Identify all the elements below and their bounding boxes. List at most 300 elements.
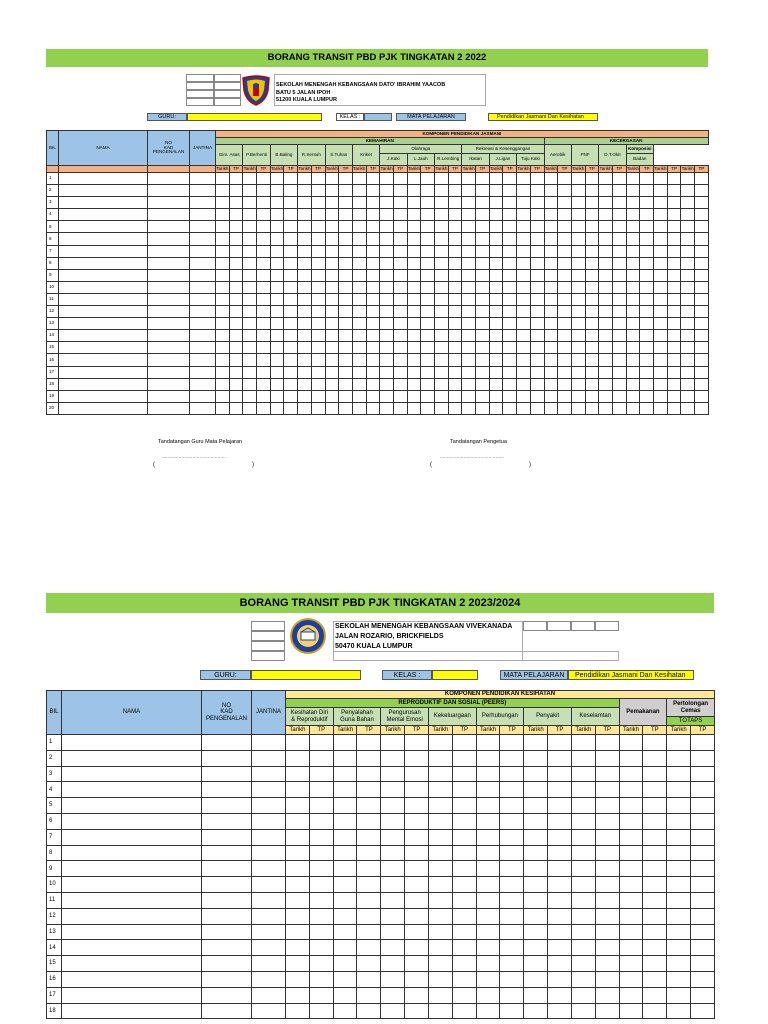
data-cell[interactable] bbox=[366, 245, 380, 257]
data-cell[interactable] bbox=[585, 318, 599, 330]
data-cell[interactable] bbox=[691, 813, 715, 829]
data-cell[interactable] bbox=[333, 750, 357, 766]
data-cell[interactable] bbox=[59, 185, 148, 197]
data-cell[interactable] bbox=[654, 233, 668, 245]
data-cell[interactable] bbox=[257, 221, 271, 233]
data-cell[interactable] bbox=[421, 233, 435, 245]
data-cell[interactable] bbox=[435, 318, 449, 330]
data-cell[interactable] bbox=[148, 402, 190, 414]
data-cell[interactable] bbox=[558, 173, 572, 185]
data-cell[interactable] bbox=[407, 318, 421, 330]
data-cell[interactable] bbox=[298, 245, 312, 257]
data-cell[interactable] bbox=[558, 318, 572, 330]
data-cell[interactable] bbox=[333, 845, 357, 861]
data-cell[interactable] bbox=[544, 293, 558, 305]
data-cell[interactable] bbox=[667, 766, 691, 782]
data-cell[interactable] bbox=[667, 1003, 691, 1019]
data-cell[interactable] bbox=[62, 750, 202, 766]
data-cell[interactable] bbox=[599, 245, 613, 257]
data-cell[interactable] bbox=[452, 813, 476, 829]
data-cell[interactable] bbox=[530, 390, 544, 402]
data-cell[interactable] bbox=[640, 306, 654, 318]
data-cell[interactable] bbox=[585, 173, 599, 185]
data-cell[interactable] bbox=[284, 281, 298, 293]
data-cell[interactable] bbox=[257, 173, 271, 185]
data-cell[interactable] bbox=[619, 750, 643, 766]
data-cell[interactable] bbox=[452, 845, 476, 861]
data-cell[interactable] bbox=[366, 173, 380, 185]
data-cell[interactable] bbox=[476, 233, 490, 245]
data-cell[interactable] bbox=[619, 861, 643, 877]
data-cell[interactable] bbox=[311, 402, 325, 414]
data-cell[interactable] bbox=[571, 971, 595, 987]
data-cell[interactable] bbox=[503, 197, 517, 209]
data-cell[interactable] bbox=[366, 269, 380, 281]
data-cell[interactable] bbox=[544, 366, 558, 378]
data-cell[interactable] bbox=[270, 221, 284, 233]
data-cell[interactable] bbox=[695, 330, 709, 342]
data-cell[interactable] bbox=[190, 330, 216, 342]
data-cell[interactable] bbox=[252, 924, 286, 940]
data-cell[interactable] bbox=[407, 402, 421, 414]
data-cell[interactable] bbox=[695, 306, 709, 318]
data-cell[interactable] bbox=[548, 956, 572, 972]
form2-guru-input[interactable] bbox=[251, 670, 361, 680]
data-cell[interactable] bbox=[489, 269, 503, 281]
data-cell[interactable] bbox=[216, 209, 230, 221]
data-cell[interactable] bbox=[428, 892, 452, 908]
data-cell[interactable] bbox=[352, 402, 366, 414]
data-cell[interactable] bbox=[681, 306, 695, 318]
data-cell[interactable] bbox=[667, 173, 681, 185]
data-cell[interactable] bbox=[298, 354, 312, 366]
data-cell[interactable] bbox=[571, 330, 585, 342]
data-cell[interactable] bbox=[333, 908, 357, 924]
data-cell[interactable] bbox=[62, 845, 202, 861]
data-cell[interactable] bbox=[530, 354, 544, 366]
data-cell[interactable] bbox=[654, 257, 668, 269]
data-cell[interactable] bbox=[517, 330, 531, 342]
data-cell[interactable] bbox=[595, 971, 619, 987]
data-cell[interactable] bbox=[407, 233, 421, 245]
data-cell[interactable] bbox=[62, 987, 202, 1003]
data-cell[interactable] bbox=[252, 956, 286, 972]
data-cell[interactable] bbox=[366, 306, 380, 318]
data-cell[interactable] bbox=[654, 209, 668, 221]
data-cell[interactable] bbox=[691, 892, 715, 908]
data-cell[interactable] bbox=[476, 197, 490, 209]
data-cell[interactable] bbox=[643, 829, 667, 845]
data-cell[interactable] bbox=[435, 330, 449, 342]
data-cell[interactable] bbox=[252, 877, 286, 893]
data-cell[interactable] bbox=[380, 173, 394, 185]
data-cell[interactable] bbox=[407, 221, 421, 233]
data-cell[interactable] bbox=[380, 185, 394, 197]
data-cell[interactable] bbox=[352, 306, 366, 318]
data-cell[interactable] bbox=[393, 354, 407, 366]
data-cell[interactable] bbox=[612, 390, 626, 402]
data-cell[interactable] bbox=[448, 330, 462, 342]
data-cell[interactable] bbox=[681, 354, 695, 366]
data-cell[interactable] bbox=[381, 829, 405, 845]
data-cell[interactable] bbox=[489, 245, 503, 257]
data-cell[interactable] bbox=[448, 233, 462, 245]
data-cell[interactable] bbox=[229, 354, 243, 366]
data-cell[interactable] bbox=[476, 221, 490, 233]
data-cell[interactable] bbox=[476, 861, 500, 877]
data-cell[interactable] bbox=[366, 342, 380, 354]
data-cell[interactable] bbox=[393, 342, 407, 354]
data-cell[interactable] bbox=[524, 829, 548, 845]
data-cell[interactable] bbox=[489, 330, 503, 342]
data-cell[interactable] bbox=[428, 908, 452, 924]
data-cell[interactable] bbox=[270, 173, 284, 185]
data-cell[interactable] bbox=[517, 281, 531, 293]
data-cell[interactable] bbox=[544, 378, 558, 390]
data-cell[interactable] bbox=[252, 829, 286, 845]
data-cell[interactable] bbox=[558, 197, 572, 209]
data-cell[interactable] bbox=[366, 318, 380, 330]
data-cell[interactable] bbox=[448, 245, 462, 257]
data-cell[interactable] bbox=[500, 813, 524, 829]
data-cell[interactable] bbox=[216, 402, 230, 414]
data-cell[interactable] bbox=[339, 330, 353, 342]
data-cell[interactable] bbox=[524, 766, 548, 782]
data-cell[interactable] bbox=[257, 185, 271, 197]
data-cell[interactable] bbox=[190, 269, 216, 281]
data-cell[interactable] bbox=[524, 782, 548, 798]
data-cell[interactable] bbox=[667, 750, 691, 766]
data-cell[interactable] bbox=[524, 750, 548, 766]
data-cell[interactable] bbox=[626, 257, 640, 269]
data-cell[interactable] bbox=[667, 956, 691, 972]
data-cell[interactable] bbox=[667, 306, 681, 318]
data-cell[interactable] bbox=[524, 861, 548, 877]
data-cell[interactable] bbox=[59, 318, 148, 330]
data-cell[interactable] bbox=[489, 293, 503, 305]
data-cell[interactable] bbox=[229, 306, 243, 318]
data-cell[interactable] bbox=[558, 281, 572, 293]
data-cell[interactable] bbox=[612, 342, 626, 354]
data-cell[interactable] bbox=[257, 342, 271, 354]
data-cell[interactable] bbox=[462, 318, 476, 330]
data-cell[interactable] bbox=[366, 281, 380, 293]
data-cell[interactable] bbox=[62, 924, 202, 940]
data-cell[interactable] bbox=[500, 829, 524, 845]
data-cell[interactable] bbox=[286, 782, 310, 798]
data-cell[interactable] bbox=[339, 366, 353, 378]
data-cell[interactable] bbox=[357, 956, 381, 972]
data-cell[interactable] bbox=[599, 221, 613, 233]
data-cell[interactable] bbox=[366, 233, 380, 245]
data-cell[interactable] bbox=[585, 221, 599, 233]
data-cell[interactable] bbox=[462, 390, 476, 402]
data-cell[interactable] bbox=[284, 173, 298, 185]
data-cell[interactable] bbox=[599, 330, 613, 342]
data-cell[interactable] bbox=[311, 221, 325, 233]
data-cell[interactable] bbox=[667, 342, 681, 354]
data-cell[interactable] bbox=[452, 971, 476, 987]
data-cell[interactable] bbox=[612, 378, 626, 390]
data-cell[interactable] bbox=[380, 402, 394, 414]
data-cell[interactable] bbox=[243, 354, 257, 366]
data-cell[interactable] bbox=[216, 318, 230, 330]
data-cell[interactable] bbox=[654, 378, 668, 390]
data-cell[interactable] bbox=[640, 342, 654, 354]
data-cell[interactable] bbox=[428, 813, 452, 829]
data-cell[interactable] bbox=[352, 293, 366, 305]
data-cell[interactable] bbox=[325, 390, 339, 402]
data-cell[interactable] bbox=[452, 877, 476, 893]
data-cell[interactable] bbox=[286, 892, 310, 908]
data-cell[interactable] bbox=[435, 173, 449, 185]
data-cell[interactable] bbox=[643, 956, 667, 972]
data-cell[interactable] bbox=[517, 209, 531, 221]
data-cell[interactable] bbox=[448, 209, 462, 221]
data-cell[interactable] bbox=[252, 845, 286, 861]
data-cell[interactable] bbox=[476, 390, 490, 402]
data-cell[interactable] bbox=[352, 342, 366, 354]
data-cell[interactable] bbox=[695, 318, 709, 330]
data-cell[interactable] bbox=[476, 1003, 500, 1019]
data-cell[interactable] bbox=[558, 366, 572, 378]
data-cell[interactable] bbox=[476, 257, 490, 269]
data-cell[interactable] bbox=[148, 233, 190, 245]
data-cell[interactable] bbox=[202, 829, 252, 845]
data-cell[interactable] bbox=[357, 877, 381, 893]
data-cell[interactable] bbox=[654, 330, 668, 342]
data-cell[interactable] bbox=[476, 813, 500, 829]
data-cell[interactable] bbox=[59, 269, 148, 281]
data-cell[interactable] bbox=[309, 845, 333, 861]
data-cell[interactable] bbox=[309, 940, 333, 956]
data-cell[interactable] bbox=[640, 221, 654, 233]
data-cell[interactable] bbox=[352, 318, 366, 330]
data-cell[interactable] bbox=[357, 861, 381, 877]
form1-guru-input[interactable] bbox=[187, 113, 322, 121]
data-cell[interactable] bbox=[452, 798, 476, 814]
data-cell[interactable] bbox=[667, 908, 691, 924]
data-cell[interactable] bbox=[252, 987, 286, 1003]
data-cell[interactable] bbox=[500, 940, 524, 956]
data-cell[interactable] bbox=[257, 402, 271, 414]
data-cell[interactable] bbox=[595, 829, 619, 845]
data-cell[interactable] bbox=[524, 956, 548, 972]
data-cell[interactable] bbox=[476, 318, 490, 330]
data-cell[interactable] bbox=[681, 209, 695, 221]
data-cell[interactable] bbox=[695, 354, 709, 366]
data-cell[interactable] bbox=[548, 940, 572, 956]
data-cell[interactable] bbox=[284, 257, 298, 269]
data-cell[interactable] bbox=[229, 185, 243, 197]
data-cell[interactable] bbox=[59, 221, 148, 233]
data-cell[interactable] bbox=[691, 940, 715, 956]
data-cell[interactable] bbox=[243, 173, 257, 185]
data-cell[interactable] bbox=[405, 766, 429, 782]
data-cell[interactable] bbox=[270, 342, 284, 354]
data-cell[interactable] bbox=[585, 342, 599, 354]
data-cell[interactable] bbox=[448, 366, 462, 378]
data-cell[interactable] bbox=[284, 269, 298, 281]
data-cell[interactable] bbox=[643, 750, 667, 766]
data-cell[interactable] bbox=[339, 173, 353, 185]
data-cell[interactable] bbox=[309, 971, 333, 987]
data-cell[interactable] bbox=[544, 390, 558, 402]
data-cell[interactable] bbox=[381, 766, 405, 782]
data-cell[interactable] bbox=[626, 173, 640, 185]
data-cell[interactable] bbox=[489, 366, 503, 378]
data-cell[interactable] bbox=[476, 877, 500, 893]
data-cell[interactable] bbox=[309, 735, 333, 751]
data-cell[interactable] bbox=[571, 813, 595, 829]
data-cell[interactable] bbox=[517, 318, 531, 330]
data-cell[interactable] bbox=[503, 306, 517, 318]
data-cell[interactable] bbox=[489, 402, 503, 414]
data-cell[interactable] bbox=[286, 750, 310, 766]
data-cell[interactable] bbox=[190, 402, 216, 414]
data-cell[interactable] bbox=[691, 971, 715, 987]
data-cell[interactable] bbox=[357, 782, 381, 798]
data-cell[interactable] bbox=[503, 402, 517, 414]
data-cell[interactable] bbox=[252, 735, 286, 751]
data-cell[interactable] bbox=[325, 354, 339, 366]
data-cell[interactable] bbox=[286, 766, 310, 782]
data-cell[interactable] bbox=[571, 402, 585, 414]
data-cell[interactable] bbox=[558, 378, 572, 390]
data-cell[interactable] bbox=[640, 366, 654, 378]
data-cell[interactable] bbox=[311, 306, 325, 318]
data-cell[interactable] bbox=[216, 342, 230, 354]
data-cell[interactable] bbox=[585, 366, 599, 378]
data-cell[interactable] bbox=[517, 269, 531, 281]
data-cell[interactable] bbox=[393, 185, 407, 197]
data-cell[interactable] bbox=[421, 281, 435, 293]
data-cell[interactable] bbox=[452, 987, 476, 1003]
data-cell[interactable] bbox=[325, 342, 339, 354]
data-cell[interactable] bbox=[530, 378, 544, 390]
data-cell[interactable] bbox=[517, 233, 531, 245]
data-cell[interactable] bbox=[407, 354, 421, 366]
data-cell[interactable] bbox=[530, 173, 544, 185]
data-cell[interactable] bbox=[407, 185, 421, 197]
data-cell[interactable] bbox=[421, 209, 435, 221]
data-cell[interactable] bbox=[548, 766, 572, 782]
data-cell[interactable] bbox=[284, 221, 298, 233]
data-cell[interactable] bbox=[517, 257, 531, 269]
data-cell[interactable] bbox=[558, 306, 572, 318]
data-cell[interactable] bbox=[595, 908, 619, 924]
data-cell[interactable] bbox=[428, 987, 452, 1003]
data-cell[interactable] bbox=[571, 908, 595, 924]
data-cell[interactable] bbox=[612, 209, 626, 221]
data-cell[interactable] bbox=[517, 342, 531, 354]
data-cell[interactable] bbox=[309, 892, 333, 908]
data-cell[interactable] bbox=[571, 221, 585, 233]
data-cell[interactable] bbox=[393, 293, 407, 305]
data-cell[interactable] bbox=[500, 750, 524, 766]
data-cell[interactable] bbox=[325, 185, 339, 197]
data-cell[interactable] bbox=[612, 306, 626, 318]
data-cell[interactable] bbox=[325, 402, 339, 414]
data-cell[interactable] bbox=[462, 269, 476, 281]
data-cell[interactable] bbox=[476, 766, 500, 782]
data-cell[interactable] bbox=[59, 330, 148, 342]
data-cell[interactable] bbox=[667, 281, 681, 293]
data-cell[interactable] bbox=[452, 766, 476, 782]
data-cell[interactable] bbox=[691, 908, 715, 924]
data-cell[interactable] bbox=[352, 354, 366, 366]
data-cell[interactable] bbox=[476, 892, 500, 908]
data-cell[interactable] bbox=[393, 245, 407, 257]
data-cell[interactable] bbox=[380, 245, 394, 257]
data-cell[interactable] bbox=[229, 318, 243, 330]
data-cell[interactable] bbox=[366, 257, 380, 269]
data-cell[interactable] bbox=[548, 813, 572, 829]
data-cell[interactable] bbox=[599, 209, 613, 221]
data-cell[interactable] bbox=[298, 173, 312, 185]
data-cell[interactable] bbox=[393, 390, 407, 402]
data-cell[interactable] bbox=[548, 971, 572, 987]
data-cell[interactable] bbox=[435, 197, 449, 209]
data-cell[interactable] bbox=[148, 318, 190, 330]
data-cell[interactable] bbox=[286, 877, 310, 893]
data-cell[interactable] bbox=[339, 390, 353, 402]
data-cell[interactable] bbox=[595, 877, 619, 893]
data-cell[interactable] bbox=[190, 257, 216, 269]
data-cell[interactable] bbox=[286, 1003, 310, 1019]
data-cell[interactable] bbox=[571, 940, 595, 956]
data-cell[interactable] bbox=[476, 173, 490, 185]
data-cell[interactable] bbox=[667, 185, 681, 197]
data-cell[interactable] bbox=[571, 318, 585, 330]
data-cell[interactable] bbox=[548, 735, 572, 751]
data-cell[interactable] bbox=[59, 402, 148, 414]
data-cell[interactable] bbox=[667, 378, 681, 390]
data-cell[interactable] bbox=[216, 245, 230, 257]
data-cell[interactable] bbox=[612, 233, 626, 245]
data-cell[interactable] bbox=[381, 940, 405, 956]
data-cell[interactable] bbox=[681, 257, 695, 269]
data-cell[interactable] bbox=[691, 735, 715, 751]
data-cell[interactable] bbox=[448, 390, 462, 402]
data-cell[interactable] bbox=[595, 924, 619, 940]
data-cell[interactable] bbox=[599, 233, 613, 245]
data-cell[interactable] bbox=[448, 342, 462, 354]
data-cell[interactable] bbox=[421, 293, 435, 305]
data-cell[interactable] bbox=[462, 402, 476, 414]
data-cell[interactable] bbox=[524, 924, 548, 940]
data-cell[interactable] bbox=[393, 330, 407, 342]
data-cell[interactable] bbox=[476, 798, 500, 814]
data-cell[interactable] bbox=[571, 798, 595, 814]
data-cell[interactable] bbox=[381, 892, 405, 908]
data-cell[interactable] bbox=[695, 245, 709, 257]
data-cell[interactable] bbox=[500, 735, 524, 751]
data-cell[interactable] bbox=[270, 233, 284, 245]
data-cell[interactable] bbox=[380, 281, 394, 293]
data-cell[interactable] bbox=[626, 366, 640, 378]
data-cell[interactable] bbox=[691, 782, 715, 798]
data-cell[interactable] bbox=[393, 366, 407, 378]
data-cell[interactable] bbox=[612, 221, 626, 233]
data-cell[interactable] bbox=[405, 782, 429, 798]
data-cell[interactable] bbox=[462, 173, 476, 185]
data-cell[interactable] bbox=[298, 233, 312, 245]
data-cell[interactable] bbox=[489, 221, 503, 233]
data-cell[interactable] bbox=[229, 221, 243, 233]
data-cell[interactable] bbox=[284, 378, 298, 390]
data-cell[interactable] bbox=[599, 257, 613, 269]
